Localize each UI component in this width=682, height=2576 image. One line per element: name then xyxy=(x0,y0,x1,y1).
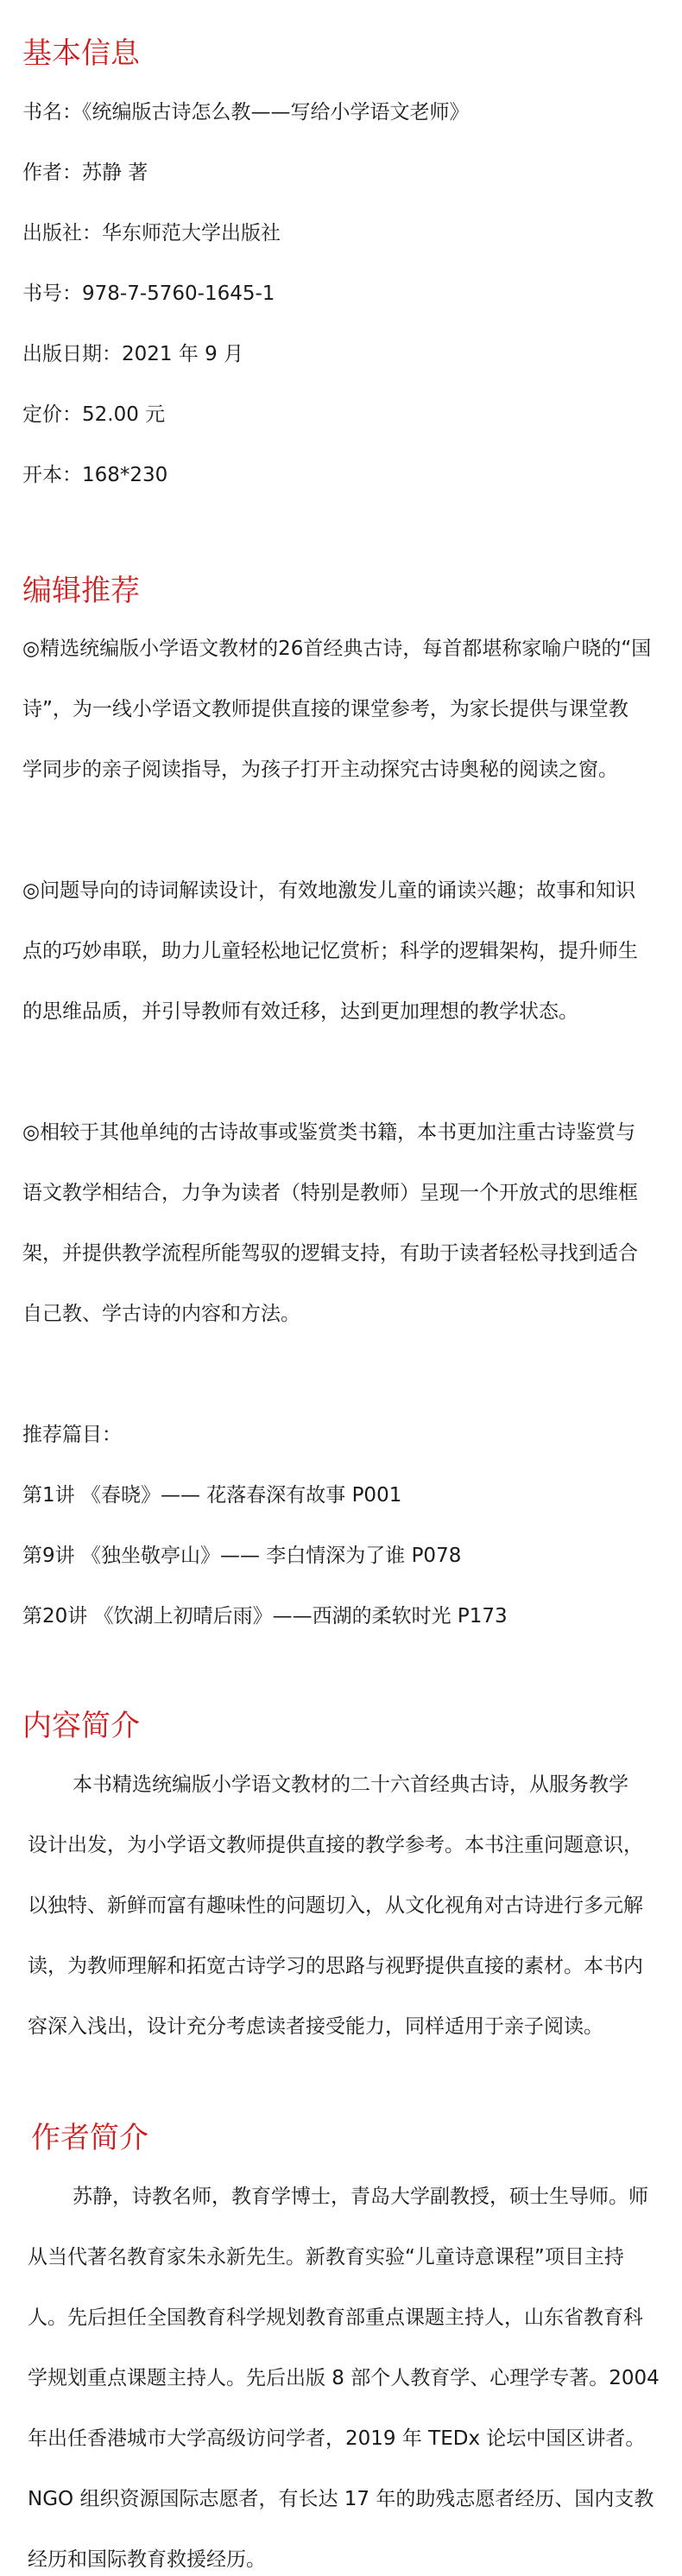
recommend-heading: 推荐篇目： xyxy=(22,1424,122,1446)
intro-line: 以独特、新鲜而富有趣味性的问题切入，从文化视角对古诗进行多元解 xyxy=(28,1894,643,1917)
paragraph-line: 架，并提供教学流程所能驾驭的逻辑支持，有助于读者轻松寻找到适合 xyxy=(22,1242,638,1265)
chapter-item: 第9讲 《独坐敬亭山》—— 李白情深为了谁 P078 xyxy=(22,1545,462,1567)
editor-recommend-title: 编辑推荐 xyxy=(22,574,140,608)
book-isbn: 书号：978-7-5760-1645-1 xyxy=(22,282,275,305)
book-publish-date: 出版日期：2021 年 9 月 xyxy=(22,343,244,365)
book-name: 书名：《统编版古诗怎么教——写给小学语文老师》 xyxy=(22,101,470,124)
paragraph-line: 语文教学相结合，力争为读者（特别是教师）呈现一个开放式的思维框 xyxy=(22,1182,638,1204)
intro-line: 读，为教师理解和拓宽古诗学习的思路与视野提供直接的素材。本书内 xyxy=(28,1955,643,1977)
book-price: 定价：52.00 元 xyxy=(22,403,166,426)
chapter-item: 第20讲 《饮湖上初晴后雨》——西湖的柔软时光 P173 xyxy=(22,1605,508,1627)
paragraph-line: ◎相较于其他单纯的古诗故事或鉴赏类书籍，本书更加注重古诗鉴赏与 xyxy=(22,1121,636,1144)
paragraph-line: ◎问题导向的诗词解读设计，有效地激发儿童的诵读兴趣；故事和知识 xyxy=(22,879,636,902)
author-line: 从当代著名教育家朱永新先生。新教育实验“儿童诗意课程”项目主持 xyxy=(28,2246,624,2268)
intro-line: 设计出发，为小学语文教师提供直接的教学参考。本书注重问题意识， xyxy=(28,1834,643,1856)
author-line: 苏静，诗教名师，教育学博士，青岛大学副教授，硕士生导师。师 xyxy=(73,2186,648,2208)
paragraph-line: 诗”，为一线小学语文教师提供直接的课堂参考，为家长提供与课堂教 xyxy=(22,698,628,720)
author-line: 学规划重点课题主持人。先后出版 8 部个人教育学、心理学专著。2004 xyxy=(28,2367,660,2389)
basic-info-title: 基本信息 xyxy=(22,36,140,71)
author-line: 年出任香港城市大学高级访问学者，2019 年 TEDx 论坛中国区讲者。 xyxy=(28,2427,646,2450)
paragraph-line: 点的巧妙串联，助力儿童轻松地记忆赏析；科学的逻辑架构，提升师生 xyxy=(22,940,638,962)
paragraph-line: 的思维品质，并引导教师有效迁移，达到更加理想的教学状态。 xyxy=(22,1000,578,1023)
paragraph-line: 学同步的亲子阅读指导，为孩子打开主动探究古诗奥秘的阅读之窗。 xyxy=(22,758,618,781)
book-publisher: 出版社：华东师范大学出版社 xyxy=(22,222,281,244)
intro-line: 本书精选统编版小学语文教材的二十六首经典古诗，从服务教学 xyxy=(73,1773,628,1796)
content-intro-title: 内容简介 xyxy=(22,1709,140,1743)
intro-line: 容深入浅出，设计充分考虑读者接受能力，同样适用于亲子阅读。 xyxy=(28,2015,603,2038)
book-author: 作者：苏静 著 xyxy=(22,162,148,184)
author-line: 人。先后担任全国教育科学规划教育部重点课题主持人，山东省教育科 xyxy=(28,2306,643,2329)
author-line: NGO 组织资源国际志愿者，有长达 17 年的助残志愿者经历、国内支教 xyxy=(28,2488,654,2510)
chapter-item: 第1讲 《春晓》—— 花落春深有故事 P001 xyxy=(22,1484,402,1507)
paragraph-line: 自己教、学古诗的内容和方法。 xyxy=(22,1303,300,1325)
book-format: 开本：168*230 xyxy=(22,464,168,486)
author-intro-title: 作者简介 xyxy=(31,2121,148,2155)
author-line: 经历和国际教育救援经历。 xyxy=(28,2548,266,2571)
paragraph-line: ◎精选统编版小学语文教材的26首经典古诗，每首都堪称家喻户晓的“国 xyxy=(22,638,652,660)
